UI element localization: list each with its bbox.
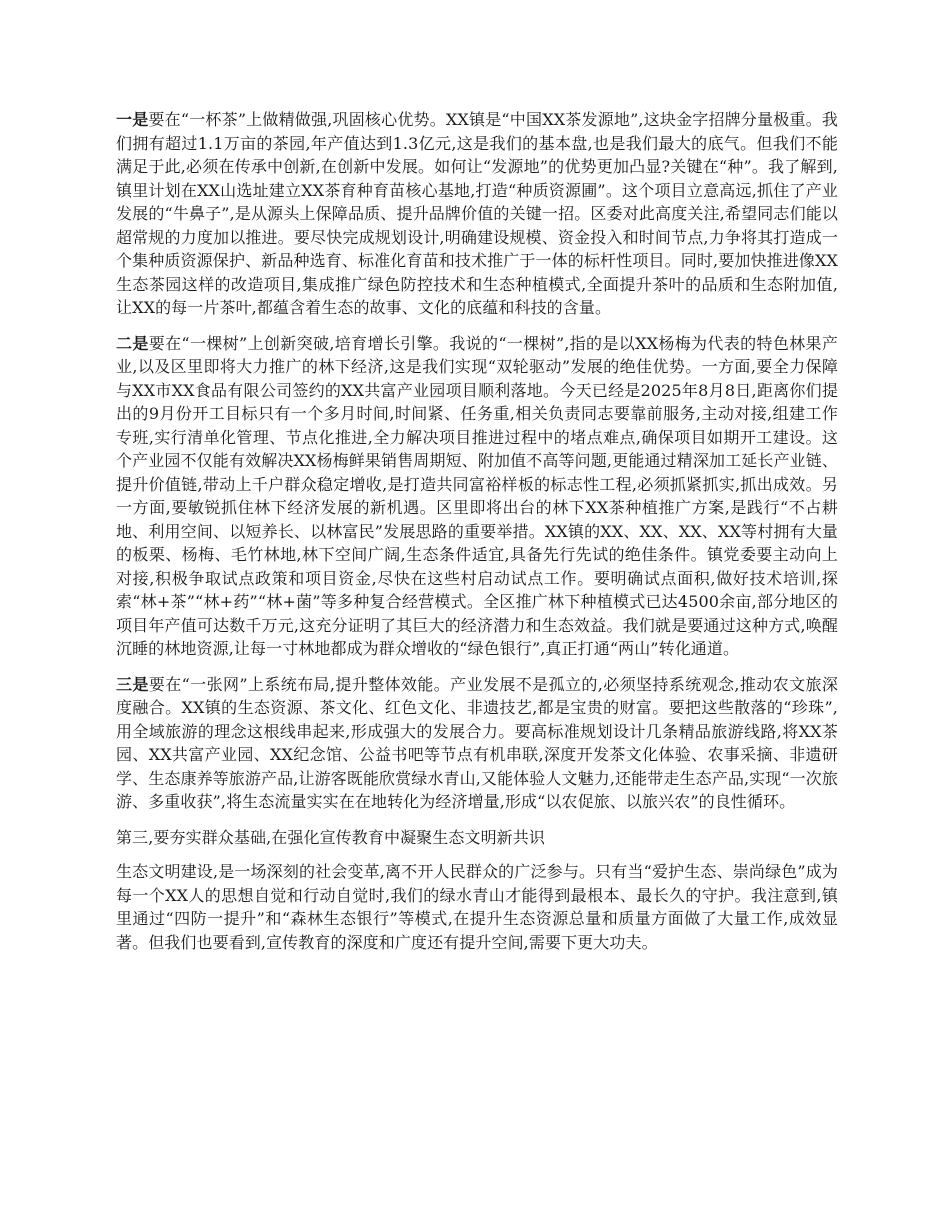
paragraph-network — [116, 673, 838, 814]
paragraph-closing: 生态文明建设,是一场深刻的社会变革,离不开人民群众的广泛参与。只有当“爱护生态、崇尚绿色”成为每一个XX人的思想自觉和行动自觉时,我们的绿水青山才能得到最根本、最长久的守护。我注意到,镇里通过“四防一提升”和“森林生态银行”等模式,在提升生态资源总量和质量方面做了大量工作,成效显著。但我们也要看到,宣传教育的深度和广度还有提升空间,需要下更大功夫。 — [116, 862, 838, 952]
paragraph-lead: 二是 — [116, 333, 149, 353]
paragraph-tea — [116, 108, 838, 320]
paragraph-text: 要在“一杯茶”上做精做强,巩固核心优势。XX镇是“中国XX茶发源地”,这块金字招牌分量极重。我们拥有超过1.1万亩的茶园,年产值达到1.3亿元,这是我们的基本盘,也是我们最大的底气。但我们不能满足于此,必须在传承中创新,在创新中发展。如何让“发源地”的优势更加凸显?关键在“种”。我了解到,镇里计划在XX山选址建立XX茶育种育苗核心基地,打造“种质资源圃”。这个项目立意高远,抓住了产业发展的“牛鼻子”,是从源头上保障品质、提升品牌价值的关键一招。区委对此高度关注,希望同志们能以超常规的力度加以推进。要尽快完成规划设计,明确建设规模、资金投入和时间节点,力争将其打造成一个集种质资源保护、新品种选育、标准化育苗和技术推广于一体的标杆性项目。同时,要加快推进像XX生态茶园这样的改造项目,集成推广绿色防控技术和生态种植模式,全面提升茶叶的品质和生态附加值,让XX的每一片茶叶,都蕴含着生态的故事、文化的底蕴和科技的含量。 — [116, 110, 839, 317]
paragraph-lead: 一是 — [116, 110, 149, 129]
paragraph-lead: 三是 — [116, 674, 149, 694]
paragraph-tree — [116, 332, 838, 661]
paragraph-text: 要在“一棵树”上创新突破,培育增长引擎。我说的“一棵树”,指的是以XX杨梅为代表的特色林果产业,以及区里即将大力推广的林下经济,这是我们实现“双轮驱动”发展的绝佳优势。一方面,要全力保障与XX市XX食品有限公司签约的XX共富产业园项目顺利落地。今天已经是2025年8月8日,距离你们提出的9月份开工目标只有一个多月时间,时间紧、任务重,相关负责同志要靠前服务,主动对接,组建工作专班,实行清单化管理、节点化推进,全力解决项目推进过程中的堵点难点,确保项目如期开工建设。这个产业园不仅能有效解决XX杨梅鲜果销售周期短、附加值不高等问题,更能通过精深加工延长产业链、提升价值链,带动上千户群众稳定增收,是打造共同富裕样板的标志性工程,必须抓紧抓实,抓出成效。另一方面,要敏锐抓住林下经济发展的新机遇。区里即将出台的林下XX茶种植推广方案,是践行“不占耕地、利用空间、以短养长、以林富民”发展思路的重要举措。XX镇的XX、XX、XX、XX等村拥有大量的板栗、杨梅、毛竹林地,林下空间广阔,生态条件适宜,具备先行先试的绝佳条件。镇党委要主动向上对接,积极争取试点政策和项目资金,尽快在这些村启动试点工作。要明确试点面积,做好技术培训,探索“林+茶”“林+药”“林+菌”等多种复合经营模式。全区推广林下种植模式已达4500余亩,部分地区的项目年产值可达数千万元,这充分证明了其巨大的经济潜力和生态效益。我们就是要通过这种方式,唤醒沉睡的林地资源,让每一寸林地都成为群众增收的“绿色银行”,真正打通“两山”转化通道。 — [116, 333, 838, 658]
section-heading: 第三,要夯实群众基础,在强化宣传教育中凝聚生态文明新共识 — [116, 827, 545, 847]
paragraph-text: 要在“一张网”上系统布局,提升整体效能。产业发展不是孤立的,必须坚持系统观念,推动农文旅深度融合。XX镇的生态资源、茶文化、红色文化、非遗技艺,都是宝贵的财富。要把这些散落的“珍珠”,用全域旅游的理念这根线串起来,形成强大的发展合力。要高标准规划设计几条精品旅游线路,将XX茶园、XX共富产业园、XX纪念馆、公益书吧等节点有机串联,深度开发茶文化体验、农事采摘、非遗研学、生态康养等旅游产品,让游客既能欣赏绿水青山,又能体验人文魅力,还能带走生态产品,实现“一次旅游、多重收获”,将生态流量实实在在地转化为经济增量,形成“以农促旅、以旅兴农”的良性循环。 — [116, 674, 838, 811]
